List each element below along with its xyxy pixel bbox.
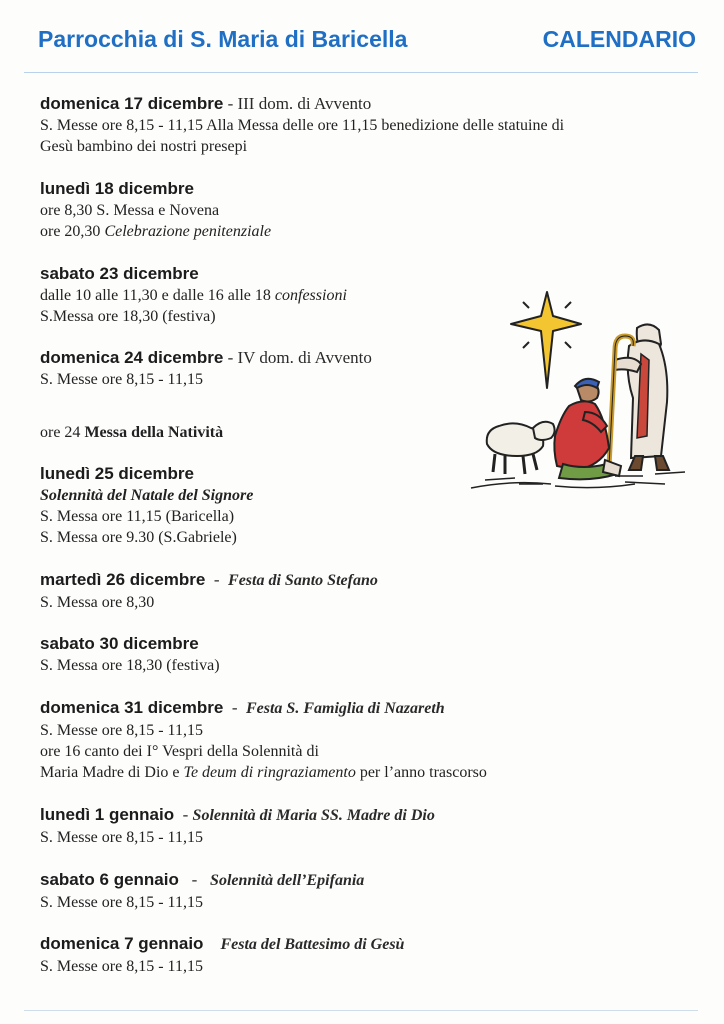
footer-divider: [24, 1010, 698, 1011]
entry-heading: domenica 24 dicembre - IV dom. di Avvento: [40, 348, 372, 367]
page-header: [38, 26, 698, 58]
entry-line: S. Messa ore 8,30: [40, 594, 155, 611]
entry-line: S. Messa ore 18,30 (festiva): [40, 657, 220, 674]
entry-dec-17: [40, 93, 670, 157]
entry-line: Maria Madre di Dio e Te deum di ringraziamento per l’anno trascorso: [40, 764, 487, 781]
entry-line: ore 20,30 Celebrazione penitenziale: [40, 223, 272, 240]
entry-line: Gesù bambino dei nostri presepi: [40, 138, 248, 155]
entry-heading: domenica 7 gennaio Festa del Battesimo di Gesù: [40, 934, 405, 953]
entry-line: S. Messe ore 8,15 - 11,15: [40, 829, 203, 846]
entry-line: S. Messa ore 11,15 (Baricella): [40, 508, 235, 525]
entry-dec-31: [40, 697, 670, 783]
entry-dec-30: [40, 633, 670, 676]
entry-heading: domenica 31 dicembre - Festa S. Famiglia di Nazareth: [40, 698, 445, 717]
entry-line: S. Messa ore 9.30 (S.Gabriele): [40, 529, 237, 546]
entry-line: ore 24 Messa della Natività: [40, 424, 224, 441]
entry-line: S. Messe ore 8,15 - 11,15: [40, 894, 203, 911]
entry-line: ore 16 canto dei I° Vespri della Solennità di: [40, 743, 319, 760]
entry-line: dalle 10 alle 11,30 e dalle 16 alle 18 confessioni: [40, 287, 347, 304]
entry-heading: domenica 17 dicembre - III dom. di Avvento: [40, 94, 372, 113]
entry-line: ore 8,30 S. Messa e Novena: [40, 202, 220, 219]
entry-heading: sabato 6 gennaio - Solennità dell’Epifania: [40, 870, 365, 889]
entry-jan-6: [40, 869, 670, 913]
entry-jan-1: [40, 804, 670, 848]
star-icon: [511, 292, 581, 388]
header-divider: [24, 72, 698, 73]
entry-heading: sabato 23 dicembre: [40, 264, 199, 283]
entry-line: S. Messe ore 8,15 - 11,15: [40, 722, 203, 739]
entry-heading: lunedì 1 gennaio - Solennità di Maria SS. Madre di Dio: [40, 805, 435, 824]
entry-dec-18: [40, 178, 670, 242]
sheep-icon: [487, 422, 555, 474]
entry-dec-26: [40, 569, 670, 613]
entry-line: Solennità del Natale del Signore: [40, 487, 254, 504]
calendar-label: CALENDARIO: [542, 26, 696, 52]
entry-heading: martedì 26 dicembre - Festa di Santo Stefano: [40, 570, 378, 589]
entry-jan-7: [40, 933, 670, 977]
entry-heading: lunedì 25 dicembre: [40, 464, 194, 483]
entry-line: S. Messe ore 8,15 - 11,15 Alla Messa delle ore 11,15 benedizione delle statuine di: [40, 117, 565, 134]
standing-shepherd-icon: [609, 324, 669, 470]
nativity-shepherds-star-icon: [465, 288, 697, 503]
parish-title: Parrocchia di S. Maria di Baricella: [38, 26, 408, 52]
entry-line: S. Messe ore 8,15 - 11,15: [40, 371, 203, 388]
entry-heading: sabato 30 dicembre: [40, 634, 199, 653]
entry-line: S. Messe ore 8,15 - 11,15: [40, 958, 203, 975]
entry-line: S.Messa ore 18,30 (festiva): [40, 308, 216, 325]
entry-heading: lunedì 18 dicembre: [40, 179, 194, 198]
